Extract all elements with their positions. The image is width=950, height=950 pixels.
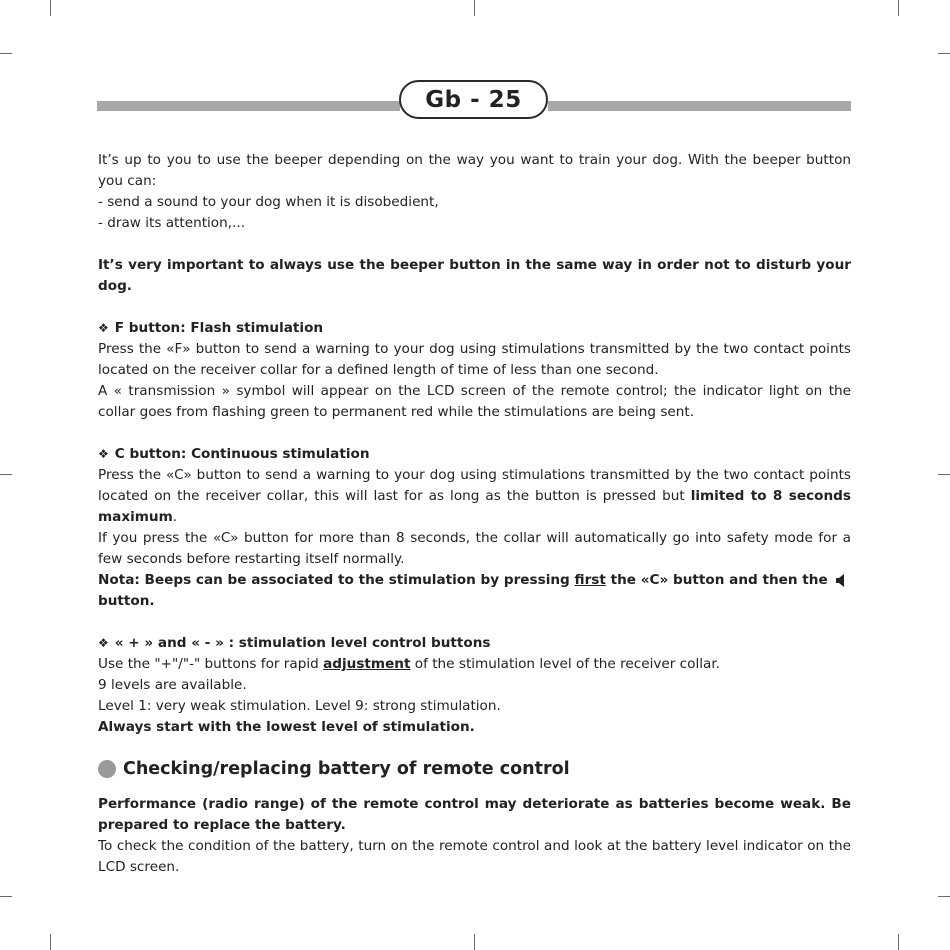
section-title-f-button	[98, 318, 851, 339]
speaker-icon	[835, 574, 847, 587]
page-label: Gb - 25	[399, 80, 548, 119]
crop-mark	[938, 474, 950, 475]
level-text-end: of the stimulation level of the receiver collar.	[410, 656, 720, 672]
nota-text	[98, 570, 851, 612]
c-button-text-end: .	[172, 509, 178, 525]
header-rule-right	[548, 101, 851, 111]
section-title-level-buttons	[98, 633, 851, 654]
crop-mark	[938, 53, 950, 54]
section-title-text: F button: Flash stimulation	[114, 320, 324, 336]
intro-text: It’s up to you to use the beeper depending on the way you want to train your dog. With the beeper button you can:	[98, 152, 851, 189]
level-text: Use the "+"/"-" buttons for rapid	[98, 656, 324, 672]
battery-paragraph: To check the condition of the battery, turn on the remote control and look at the battery level indicator on the LCD screen.	[98, 838, 851, 875]
crop-mark	[0, 896, 12, 897]
c-button-paragraph: If you press the «C» button for more than 8 seconds, the collar will automatically go into safety mode for a few seconds before restarting itself normally.	[98, 530, 851, 567]
intro-list-item: - send a sound to your dog when it is disobedient,	[98, 194, 439, 210]
crop-mark	[0, 53, 12, 54]
f-button-paragraph: Press the «F» button to send a warning to your dog using stimulations transmitted by the two contact points located on the receiver collar for a defined length of time of less than one second.	[98, 341, 851, 378]
battery-warning: Performance (radio range) of the remote control may deteriorate as batteries become weak. Be prepared to replace the battery.	[98, 796, 851, 833]
f-button-paragraph: A « transmission » symbol will appear on the LCD screen of the remote control; the indicator light on the collar goes from flashing green to permanent red while the stimulations are being sent.	[98, 383, 851, 420]
level-line: Level 1: very weak stimulation. Level 9: strong stimulation.	[98, 698, 501, 714]
section-title-text: « + » and « - » : stimulation level control buttons	[114, 635, 491, 651]
intro-list-item: - draw its attention,...	[98, 215, 246, 231]
crop-mark	[898, 0, 899, 16]
c-button-limit: limited to 8 seconds maximum	[98, 488, 851, 525]
crop-mark	[50, 0, 51, 16]
section-title-text: C button: Continuous stimulation	[114, 446, 370, 462]
crop-mark	[50, 934, 51, 950]
battery-heading	[98, 756, 851, 782]
level-line: 9 levels are available.	[98, 677, 247, 693]
level-adjustment: adjustment	[323, 656, 411, 672]
page-content	[98, 150, 851, 878]
diamond-bullet-icon: ❖	[98, 636, 109, 650]
crop-mark	[938, 896, 950, 897]
section-title-c-button	[98, 444, 851, 465]
c-button-text: Press the «C» button to send a warning to your dog using stimulations transmitted by the two contact points located on the receiver collar, this will last for as long as the button is pressed but	[98, 467, 851, 504]
battery-heading-text: Checking/replacing battery of remote control	[123, 759, 570, 779]
level-paragraph	[98, 654, 851, 675]
diamond-bullet-icon: ❖	[98, 447, 109, 461]
crop-mark	[474, 934, 475, 950]
crop-mark	[0, 474, 12, 475]
crop-mark	[474, 0, 475, 16]
nota-start: Nota: Beeps can be associated to the stimulation by pressing	[98, 572, 575, 588]
grey-dot-icon	[98, 760, 116, 778]
diamond-bullet-icon: ❖	[98, 321, 109, 335]
nota-first: first	[574, 572, 606, 588]
important-note: It’s very important to always use the beeper button in the same way in order not to disturb your dog.	[98, 257, 851, 294]
header-rule-left	[97, 101, 400, 111]
c-button-paragraph	[98, 465, 851, 528]
crop-mark	[898, 934, 899, 950]
nota-end: button.	[98, 593, 155, 609]
level-line: Always start with the lowest level of stimulation.	[98, 719, 475, 735]
nota-mid: the «C» button and then the	[605, 572, 833, 588]
